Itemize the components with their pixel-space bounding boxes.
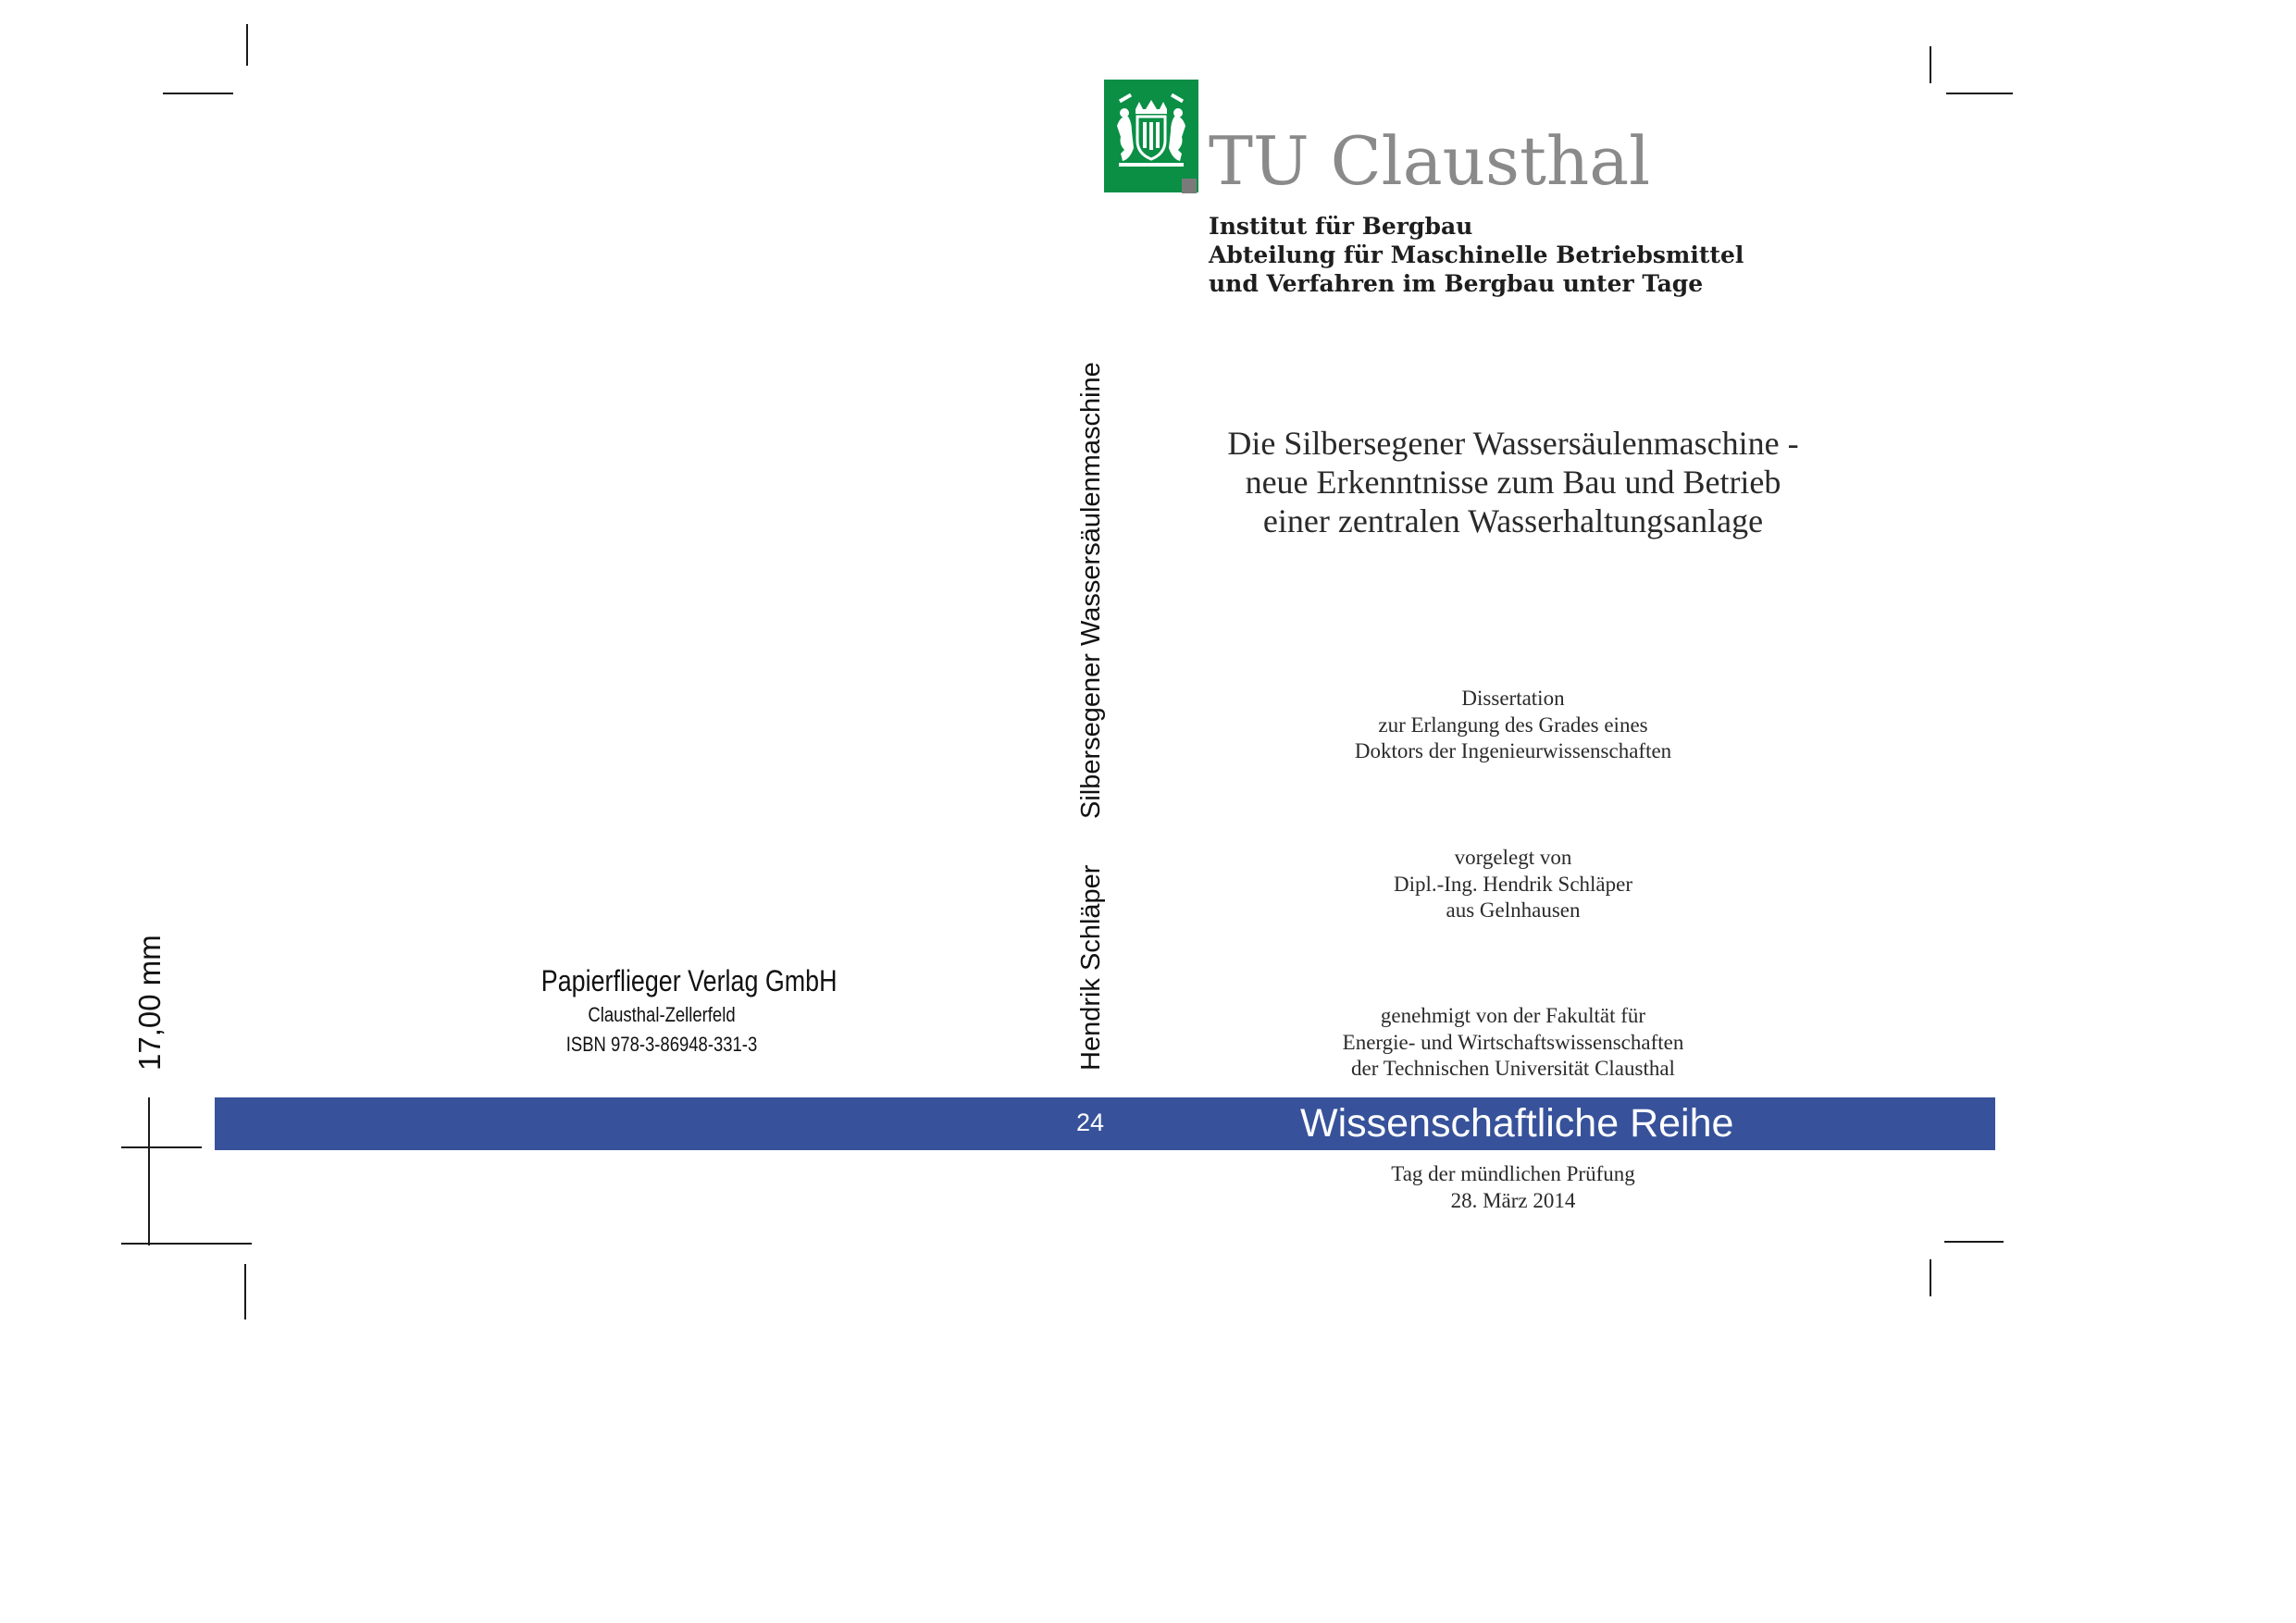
department-line: Institut für Bergbau — [1209, 213, 1473, 240]
crop-mark — [121, 1243, 252, 1245]
crop-mark — [244, 1264, 246, 1319]
title-line: einer zentralen Wasserhaltungsanlage — [1262, 502, 1764, 539]
author-line: aus Gelnhausen — [1446, 898, 1581, 922]
exam-line: Tag der mündlichen Prüfung — [1391, 1162, 1635, 1185]
department-line: Abteilung für Maschinelle Betriebsmittel — [1209, 242, 1744, 268]
title-line: neue Erkenntnisse zum Bau und Betrieb — [1245, 464, 1781, 501]
dissertation-block — [1203, 686, 1823, 765]
author-line: Dipl.-Ing. Hendrik Schläper — [1393, 872, 1633, 896]
crop-mark — [1930, 1259, 1931, 1296]
crop-mark — [121, 1146, 202, 1148]
crop-mark — [163, 93, 233, 94]
title-line: Die Silbersegener Wassersäulenmaschine - — [1227, 425, 1799, 462]
university-name: TU Clausthal — [1209, 122, 1651, 200]
spine-author: Hendrik Schläper — [1076, 864, 1106, 1071]
crop-mark — [1944, 1241, 2004, 1243]
dissertation-title — [1111, 424, 1916, 540]
dissertation-line: Doktors der Ingenieurwissenschaften — [1354, 739, 1672, 762]
series-number: 24 — [1076, 1109, 1105, 1136]
crop-mark — [148, 1097, 150, 1245]
coat-of-arms-icon — [1104, 80, 1198, 192]
department-block — [1209, 212, 1744, 298]
faculty-line: Energie- und Wirtschaftswissenschaften — [1342, 1030, 1684, 1054]
crop-mark — [246, 24, 248, 66]
crop-mark — [1930, 46, 1931, 83]
series-name: Wissenschaftliche Reihe — [1300, 1101, 1734, 1146]
logo-corner-square — [1182, 179, 1197, 193]
university-logo — [1104, 80, 1198, 192]
spine-title: Silbersegener Wassersäulenmaschine — [1076, 362, 1106, 819]
department-line: und Verfahren im Bergbau unter Tage — [1209, 270, 1704, 297]
faculty-line: genehmigt von der Fakultät für — [1380, 1004, 1646, 1027]
exam-date-block — [1203, 1161, 1823, 1214]
exam-line: 28. März 2014 — [1450, 1188, 1576, 1212]
dissertation-line: zur Erlangung des Grades eines — [1378, 712, 1648, 737]
publisher-city: Clausthal-Zellerfeld — [588, 1003, 736, 1026]
publisher-isbn: ISBN 978-3-86948-331-3 — [565, 1033, 758, 1056]
author-line: vorgelegt von — [1454, 846, 1572, 869]
faculty-line: der Technischen Universität Clausthal — [1351, 1057, 1675, 1080]
publisher-name: Papierflieger Verlag GmbH — [540, 964, 838, 997]
author-block — [1203, 845, 1823, 924]
dissertation-line: Dissertation — [1461, 687, 1565, 710]
spine-thickness-label: 17,00 mm — [132, 935, 167, 1071]
crop-mark — [1946, 93, 2013, 94]
faculty-block — [1203, 1003, 1823, 1083]
